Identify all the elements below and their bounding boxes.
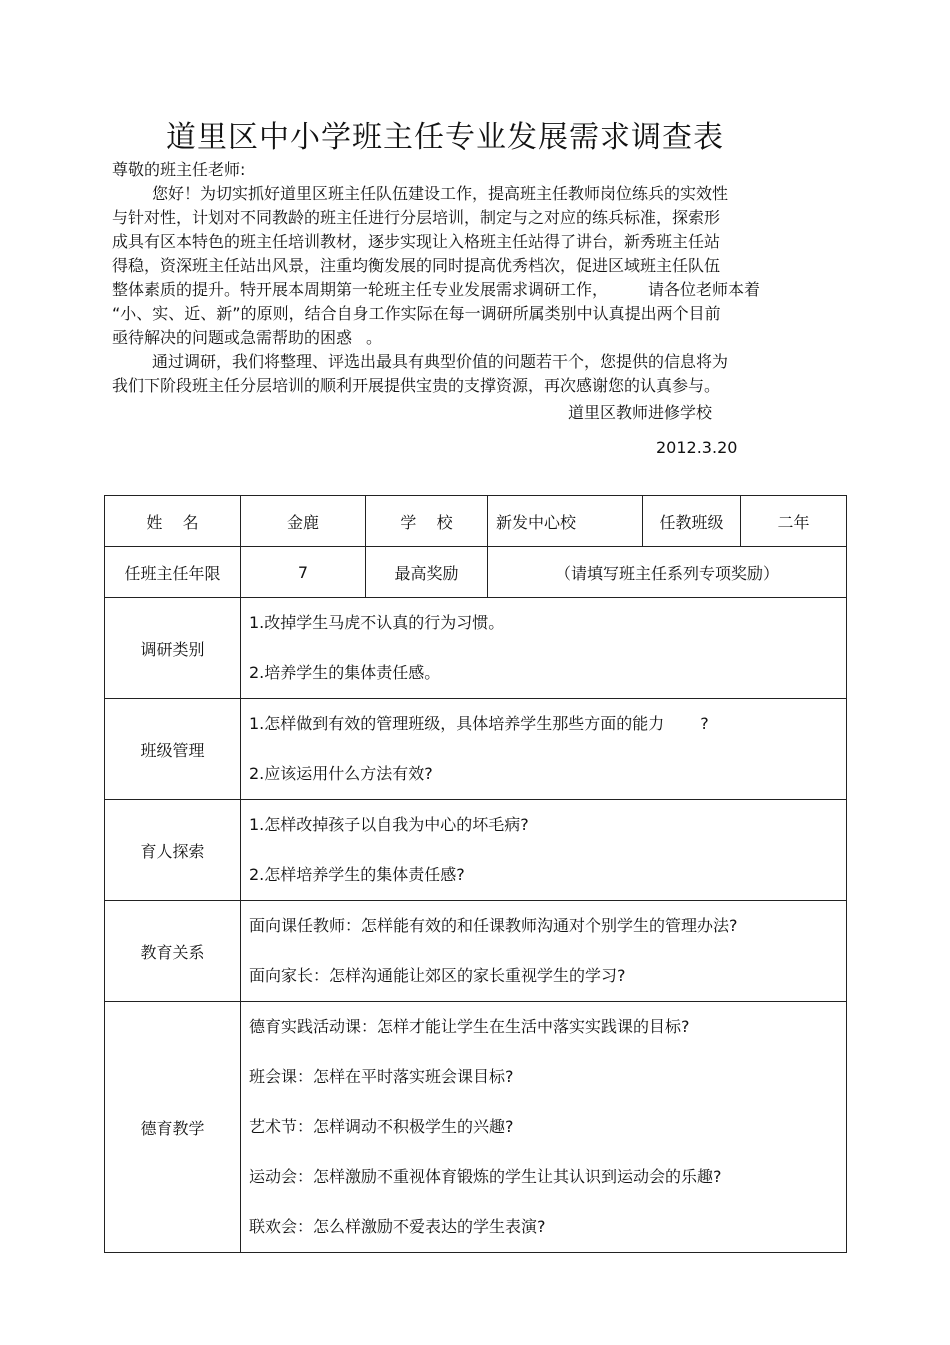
paragraph-1-line-5 — [112, 278, 832, 302]
survey-form-table — [104, 495, 847, 1253]
row-research-category — [105, 598, 847, 699]
moral-item-5: 联欢会：怎么样激励不爱表达的学生表演? — [249, 1217, 546, 1236]
salutation: 尊敬的班主任老师: — [112, 160, 246, 179]
class-management-item-1-text: 1.怎样做到有效的管理班级，具体培养学生那些方面的能力 — [249, 714, 665, 733]
research-item-1: 1.改掉学生马虎不认真的行为习惯。 — [249, 613, 505, 632]
school-label: 学 校 — [366, 496, 488, 547]
row-years-award — [105, 547, 847, 598]
paragraph-1-line-3: 成具有区本特色的班主任培训教材，逐步实现让入格班主任站得了讲台，新秀班主任站 — [112, 232, 721, 251]
moral-item-2: 班会课：怎样在平时落实班会课目标? — [249, 1067, 514, 1086]
moral-teaching-label: 德育教学 — [105, 1002, 241, 1253]
exploration-item-2: 2.怎样培养学生的集体责任感? — [249, 865, 465, 884]
research-category-content[interactable] — [241, 598, 847, 699]
research-category-label: 调研类别 — [105, 598, 241, 699]
row-education-relations — [105, 901, 847, 1002]
moral-item-3: 艺术节：怎样调动不积极学生的兴趣? — [249, 1117, 514, 1136]
signature: 道里区教师进修学校 — [568, 403, 713, 422]
name-value[interactable]: 金鹿 — [241, 496, 366, 547]
relations-item-2: 面向家长：怎样沟通能让郊区的家长重视学生的学习? — [249, 966, 626, 985]
paragraph-1-line-2: 与针对性，计划对不同教龄的班主任进行分层培训，制定与之对应的练兵标准，探索形 — [112, 208, 721, 227]
name-label: 姓 名 — [105, 496, 241, 547]
moral-item-4: 运动会：怎样激励不重视体育锻炼的学生让其认识到运动会的乐趣? — [249, 1167, 722, 1186]
row-basic-info — [105, 496, 847, 547]
education-exploration-label: 育人探索 — [105, 800, 241, 901]
class-label: 任教班级 — [643, 496, 741, 547]
moral-item-1: 德育实践活动课：怎样才能让学生在生活中落实实践课的目标? — [249, 1017, 690, 1036]
years-label: 任班主任年限 — [105, 547, 241, 598]
paragraph-1-line-1: 您好！为切实抓好道里区班主任队伍建设工作，提高班主任教师岗位练兵的实效性 — [152, 184, 729, 203]
relations-item-1: 面向课任教师：怎样能有效的和任课教师沟通对个别学生的管理办法? — [249, 916, 738, 935]
education-relations-label: 教育关系 — [105, 901, 241, 1002]
school-value[interactable]: 新发中心校 — [488, 496, 643, 547]
award-value[interactable]: （请填写班主任系列专项奖励） — [488, 547, 847, 598]
years-value[interactable]: 7 — [241, 547, 366, 598]
class-management-item-1-q: ? — [700, 714, 709, 733]
paragraph-2-line-1: 通过调研，我们将整理、评选出最具有典型价值的问题若干个，您提供的信息将为 — [152, 352, 729, 371]
row-moral-teaching — [105, 1002, 847, 1253]
date: 2012.3.20 — [656, 438, 738, 457]
moral-teaching-content[interactable] — [241, 1002, 847, 1253]
paragraph-1-line-4: 得稳，资深班主任站出风景，注重均衡发展的同时提高优秀档次，促进区域班主任队伍 — [112, 256, 721, 275]
paragraph-1-line-5b: 请各位老师本着 — [648, 280, 761, 299]
paragraph-1-line-5a: 整体素质的提升。特开展本周期第一轮班主任专业发展需求调研工作， — [112, 280, 609, 299]
paragraph-1-line-7a: 亟待解决的问题或急需帮助的困惑 — [112, 328, 353, 347]
research-item-2: 2.培养学生的集体责任感。 — [249, 663, 441, 682]
exploration-item-1: 1.怎样改掉孩子以自我为中心的坏毛病? — [249, 815, 529, 834]
class-management-content[interactable] — [241, 699, 847, 800]
education-relations-content[interactable] — [241, 901, 847, 1002]
row-class-management — [105, 699, 847, 800]
class-management-label: 班级管理 — [105, 699, 241, 800]
row-education-exploration — [105, 800, 847, 901]
paragraph-2-line-2: 我们下阶段班主任分层培训的顺利开展提供宝贵的支撑资源，再次感谢您的认真参与。 — [112, 376, 721, 395]
paragraph-1-line-6: “小、实、近、新”的原则，结合自身工作实际在每一调研所属类别中认真提出两个目前 — [112, 304, 721, 323]
class-value[interactable]: 二年 — [741, 496, 847, 547]
letter-body — [112, 158, 832, 398]
class-management-item-1 — [249, 699, 838, 749]
page-title: 道里区中小学班主任专业发展需求调查表 — [166, 120, 724, 155]
award-label: 最高奖励 — [366, 547, 488, 598]
paragraph-1-line-7b: 。 — [366, 328, 383, 347]
education-exploration-content[interactable] — [241, 800, 847, 901]
class-management-item-2: 2.应该运用什么方法有效? — [249, 764, 433, 783]
paragraph-1-line-7 — [112, 326, 832, 350]
